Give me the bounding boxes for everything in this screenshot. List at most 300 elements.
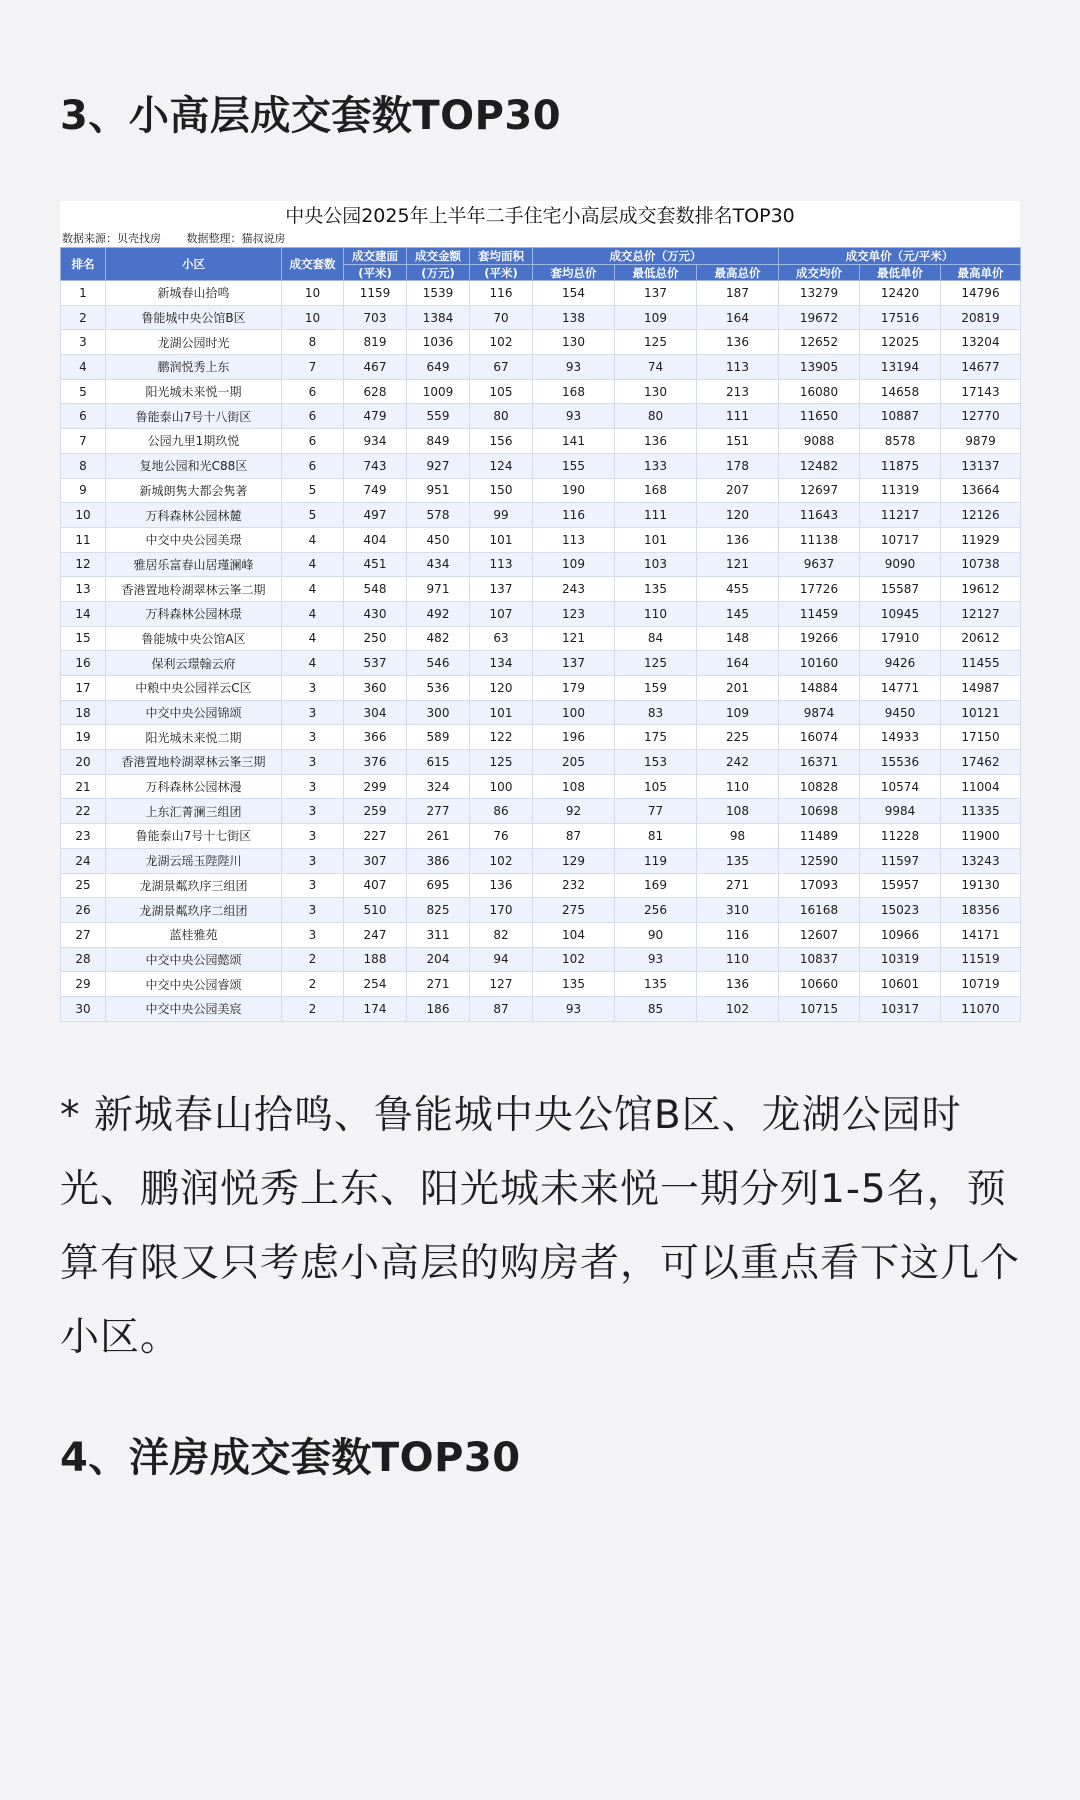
cell-avg-area: 94 [470, 947, 533, 972]
cell-avg-total: 232 [533, 873, 615, 898]
cell-max-total: 201 [697, 676, 779, 701]
cell-min-unit: 15957 [860, 873, 941, 898]
cell-community: 鲁能泰山7号十七街区 [106, 824, 282, 849]
cell-units: 3 [282, 873, 344, 898]
cell-max-total: 207 [697, 478, 779, 503]
cell-min-unit: 9426 [860, 651, 941, 676]
cell-min-total: 84 [615, 626, 697, 651]
table-row [61, 873, 1021, 898]
cell-units: 2 [282, 996, 344, 1021]
cell-units: 3 [282, 750, 344, 775]
cell-amount: 589 [407, 725, 470, 750]
cell-area: 304 [344, 700, 407, 725]
cell-area: 250 [344, 626, 407, 651]
cell-avg-total: 205 [533, 750, 615, 775]
cell-avg-area: 134 [470, 651, 533, 676]
cell-max-total: 121 [697, 552, 779, 577]
cell-min-total: 135 [615, 577, 697, 602]
cell-min-total: 111 [615, 503, 697, 528]
cell-community: 公园九里1期玖悦 [106, 429, 282, 454]
cell-avg-unit: 12607 [779, 922, 860, 947]
header-area-unit: (平米) [344, 265, 407, 281]
cell-units: 4 [282, 601, 344, 626]
cell-amount: 450 [407, 527, 470, 552]
header-min-total: 最低总价 [615, 265, 697, 281]
cell-amount: 971 [407, 577, 470, 602]
table-row [61, 898, 1021, 923]
cell-avg-area: 127 [470, 972, 533, 997]
cell-rank: 1 [61, 281, 106, 306]
cell-rank: 20 [61, 750, 106, 775]
cell-min-unit: 15587 [860, 577, 941, 602]
cell-avg-total: 121 [533, 626, 615, 651]
cell-units: 3 [282, 922, 344, 947]
cell-community: 香港置地柃湖翠林云峯三期 [106, 750, 282, 775]
cell-max-total: 187 [697, 281, 779, 306]
cell-min-total: 130 [615, 379, 697, 404]
cell-min-total: 169 [615, 873, 697, 898]
cell-avg-unit: 11650 [779, 404, 860, 429]
cell-area: 174 [344, 996, 407, 1021]
table-row [61, 478, 1021, 503]
cell-max-unit: 11519 [941, 947, 1021, 972]
table-row [61, 577, 1021, 602]
cell-max-unit: 11900 [941, 824, 1021, 849]
cell-units: 10 [282, 305, 344, 330]
cell-avg-area: 107 [470, 601, 533, 626]
ranking-table-image [60, 201, 1020, 1021]
cell-avg-area: 122 [470, 725, 533, 750]
cell-units: 4 [282, 527, 344, 552]
table-row [61, 527, 1021, 552]
cell-avg-unit: 16168 [779, 898, 860, 923]
cell-max-total: 213 [697, 379, 779, 404]
cell-min-unit: 10717 [860, 527, 941, 552]
cell-amount: 559 [407, 404, 470, 429]
cell-area: 259 [344, 799, 407, 824]
cell-min-total: 119 [615, 848, 697, 873]
cell-amount: 849 [407, 429, 470, 454]
cell-amount: 261 [407, 824, 470, 849]
cell-amount: 546 [407, 651, 470, 676]
header-max-unit: 最高单价 [941, 265, 1021, 281]
cell-min-total: 125 [615, 651, 697, 676]
cell-avg-area: 101 [470, 700, 533, 725]
cell-units: 6 [282, 379, 344, 404]
cell-min-unit: 14771 [860, 676, 941, 701]
cell-min-total: 175 [615, 725, 697, 750]
cell-max-unit: 11070 [941, 996, 1021, 1021]
cell-min-total: 133 [615, 453, 697, 478]
cell-amount: 482 [407, 626, 470, 651]
cell-avg-unit: 11489 [779, 824, 860, 849]
table-row [61, 626, 1021, 651]
cell-avg-total: 100 [533, 700, 615, 725]
table-row [61, 725, 1021, 750]
cell-units: 2 [282, 972, 344, 997]
cell-max-total: 225 [697, 725, 779, 750]
header-amount-unit: (万元) [407, 265, 470, 281]
header-avg-total: 套均总价 [533, 265, 615, 281]
cell-avg-total: 243 [533, 577, 615, 602]
table-row [61, 799, 1021, 824]
table-row [61, 676, 1021, 701]
cell-area: 497 [344, 503, 407, 528]
cell-min-total: 256 [615, 898, 697, 923]
cell-avg-unit: 14884 [779, 676, 860, 701]
cell-max-unit: 13204 [941, 330, 1021, 355]
cell-rank: 11 [61, 527, 106, 552]
cell-min-unit: 11319 [860, 478, 941, 503]
table-row [61, 996, 1021, 1021]
cell-community: 万科森林公园林璟 [106, 601, 282, 626]
cell-rank: 8 [61, 453, 106, 478]
cell-units: 4 [282, 626, 344, 651]
cell-community: 鲁能城中央公馆B区 [106, 305, 282, 330]
cell-min-total: 109 [615, 305, 697, 330]
cell-area: 404 [344, 527, 407, 552]
cell-avg-area: 137 [470, 577, 533, 602]
cell-max-total: 271 [697, 873, 779, 898]
cell-rank: 23 [61, 824, 106, 849]
cell-amount: 951 [407, 478, 470, 503]
cell-amount: 434 [407, 552, 470, 577]
cell-max-total: 108 [697, 799, 779, 824]
cell-max-unit: 11004 [941, 774, 1021, 799]
cell-community: 上东汇菁澜三组团 [106, 799, 282, 824]
cell-min-total: 80 [615, 404, 697, 429]
cell-amount: 204 [407, 947, 470, 972]
cell-avg-area: 120 [470, 676, 533, 701]
cell-rank: 17 [61, 676, 106, 701]
header-min-unit: 最低单价 [860, 265, 941, 281]
cell-max-total: 113 [697, 355, 779, 380]
cell-community: 新城春山拾鸣 [106, 281, 282, 306]
cell-min-total: 135 [615, 972, 697, 997]
cell-amount: 324 [407, 774, 470, 799]
cell-avg-total: 190 [533, 478, 615, 503]
cell-community: 香港置地柃湖翠林云峯二期 [106, 577, 282, 602]
cell-amount: 1036 [407, 330, 470, 355]
cell-area: 703 [344, 305, 407, 330]
cell-max-total: 164 [697, 651, 779, 676]
cell-max-unit: 11335 [941, 799, 1021, 824]
cell-area: 254 [344, 972, 407, 997]
table-row [61, 552, 1021, 577]
cell-max-total: 178 [697, 453, 779, 478]
cell-max-unit: 17143 [941, 379, 1021, 404]
cell-amount: 492 [407, 601, 470, 626]
cell-units: 3 [282, 774, 344, 799]
header-amount: 成交金额 [407, 248, 470, 265]
cell-max-total: 102 [697, 996, 779, 1021]
cell-avg-unit: 16371 [779, 750, 860, 775]
cell-min-unit: 11597 [860, 848, 941, 873]
cell-avg-area: 67 [470, 355, 533, 380]
cell-rank: 7 [61, 429, 106, 454]
cell-avg-total: 168 [533, 379, 615, 404]
cell-rank: 9 [61, 478, 106, 503]
header-area: 成交建面 [344, 248, 407, 265]
cell-community: 龙湖景粼玖序三组团 [106, 873, 282, 898]
cell-area: 376 [344, 750, 407, 775]
cell-community: 阳光城未来悦二期 [106, 725, 282, 750]
cell-max-unit: 12126 [941, 503, 1021, 528]
cell-amount: 536 [407, 676, 470, 701]
cell-amount: 311 [407, 922, 470, 947]
cell-rank: 30 [61, 996, 106, 1021]
cell-avg-unit: 10660 [779, 972, 860, 997]
cell-max-total: 136 [697, 330, 779, 355]
section-heading-4: 4、洋房成交套数TOP30 [60, 1435, 521, 1481]
cell-avg-area: 101 [470, 527, 533, 552]
cell-area: 548 [344, 577, 407, 602]
cell-avg-total: 141 [533, 429, 615, 454]
cell-rank: 5 [61, 379, 106, 404]
cell-avg-total: 123 [533, 601, 615, 626]
cell-avg-unit: 12697 [779, 478, 860, 503]
cell-avg-total: 108 [533, 774, 615, 799]
cell-min-unit: 15023 [860, 898, 941, 923]
cell-max-unit: 9879 [941, 429, 1021, 454]
cell-max-unit: 10121 [941, 700, 1021, 725]
cell-avg-unit: 12482 [779, 453, 860, 478]
cell-units: 5 [282, 503, 344, 528]
cell-min-total: 85 [615, 996, 697, 1021]
cell-avg-area: 102 [470, 330, 533, 355]
cell-rank: 12 [61, 552, 106, 577]
cell-rank: 21 [61, 774, 106, 799]
cell-max-total: 110 [697, 774, 779, 799]
cell-min-total: 93 [615, 947, 697, 972]
cell-min-total: 137 [615, 281, 697, 306]
cell-min-total: 153 [615, 750, 697, 775]
cell-min-total: 74 [615, 355, 697, 380]
cell-max-unit: 10738 [941, 552, 1021, 577]
cell-max-total: 135 [697, 848, 779, 873]
header-max-total: 最高总价 [697, 265, 779, 281]
cell-avg-total: 138 [533, 305, 615, 330]
cell-community: 中交中央公园锦颂 [106, 700, 282, 725]
cell-units: 4 [282, 577, 344, 602]
cell-min-unit: 10317 [860, 996, 941, 1021]
cell-min-unit: 14658 [860, 379, 941, 404]
cell-avg-unit: 16080 [779, 379, 860, 404]
cell-max-unit: 14171 [941, 922, 1021, 947]
cell-avg-unit: 9088 [779, 429, 860, 454]
cell-area: 366 [344, 725, 407, 750]
cell-area: 819 [344, 330, 407, 355]
cell-rank: 10 [61, 503, 106, 528]
cell-rank: 16 [61, 651, 106, 676]
cell-min-unit: 10945 [860, 601, 941, 626]
cell-avg-area: 100 [470, 774, 533, 799]
cell-units: 4 [282, 552, 344, 577]
cell-community: 中交中央公园美璟 [106, 527, 282, 552]
cell-max-unit: 13664 [941, 478, 1021, 503]
cell-rank: 6 [61, 404, 106, 429]
cell-min-unit: 17910 [860, 626, 941, 651]
cell-avg-total: 116 [533, 503, 615, 528]
cell-avg-total: 87 [533, 824, 615, 849]
header-total-group: 成交总价（万元） [533, 248, 779, 265]
cell-max-unit: 18356 [941, 898, 1021, 923]
cell-min-total: 77 [615, 799, 697, 824]
section-heading-3: 3、小高层成交套数TOP30 [60, 93, 562, 139]
data-compiler: 数据整理：猫叔说房 [186, 232, 286, 245]
table-row [61, 429, 1021, 454]
cell-avg-unit: 19672 [779, 305, 860, 330]
cell-min-unit: 10319 [860, 947, 941, 972]
cell-area: 247 [344, 922, 407, 947]
table-row [61, 355, 1021, 380]
header-avg-area: 套均面积 [470, 248, 533, 265]
cell-min-total: 90 [615, 922, 697, 947]
cell-avg-total: 93 [533, 355, 615, 380]
cell-units: 3 [282, 824, 344, 849]
cell-avg-area: 125 [470, 750, 533, 775]
table-row [61, 774, 1021, 799]
cell-avg-area: 82 [470, 922, 533, 947]
cell-amount: 1539 [407, 281, 470, 306]
cell-avg-unit: 12590 [779, 848, 860, 873]
cell-community: 雅居乐富春山居瑾澜峰 [106, 552, 282, 577]
header-avg-area-unit: (平米) [470, 265, 533, 281]
cell-min-total: 101 [615, 527, 697, 552]
cell-max-total: 136 [697, 972, 779, 997]
cell-amount: 1384 [407, 305, 470, 330]
cell-max-unit: 12770 [941, 404, 1021, 429]
table-meta [60, 231, 1020, 247]
cell-avg-area: 70 [470, 305, 533, 330]
cell-avg-area: 86 [470, 799, 533, 824]
cell-units: 3 [282, 725, 344, 750]
cell-min-unit: 8578 [860, 429, 941, 454]
cell-avg-unit: 12652 [779, 330, 860, 355]
cell-max-total: 98 [697, 824, 779, 849]
cell-avg-unit: 13279 [779, 281, 860, 306]
cell-units: 3 [282, 898, 344, 923]
table-title: 中央公园2025年上半年二手住宅小高层成交套数排名TOP30 [285, 205, 795, 227]
cell-rank: 13 [61, 577, 106, 602]
cell-avg-area: 76 [470, 824, 533, 849]
cell-avg-total: 196 [533, 725, 615, 750]
cell-area: 227 [344, 824, 407, 849]
header-rank: 排名 [61, 248, 106, 281]
cell-rank: 22 [61, 799, 106, 824]
cell-avg-total: 93 [533, 404, 615, 429]
cell-rank: 29 [61, 972, 106, 997]
cell-rank: 18 [61, 700, 106, 725]
cell-max-unit: 13243 [941, 848, 1021, 873]
cell-community: 中交中央公园懿颂 [106, 947, 282, 972]
cell-community: 鲁能泰山7号十八街区 [106, 404, 282, 429]
cell-max-unit: 10719 [941, 972, 1021, 997]
cell-avg-total: 275 [533, 898, 615, 923]
table-row [61, 453, 1021, 478]
cell-min-unit: 14933 [860, 725, 941, 750]
cell-max-total: 242 [697, 750, 779, 775]
cell-community: 龙湖云瑶玉陛陛川 [106, 848, 282, 873]
cell-avg-unit: 10715 [779, 996, 860, 1021]
cell-max-unit: 11455 [941, 651, 1021, 676]
cell-max-total: 148 [697, 626, 779, 651]
cell-rank: 25 [61, 873, 106, 898]
cell-amount: 386 [407, 848, 470, 873]
cell-max-total: 164 [697, 305, 779, 330]
table-row [61, 503, 1021, 528]
cell-units: 6 [282, 429, 344, 454]
cell-avg-unit: 11138 [779, 527, 860, 552]
cell-max-unit: 13137 [941, 453, 1021, 478]
cell-avg-total: 113 [533, 527, 615, 552]
cell-min-unit: 11217 [860, 503, 941, 528]
table-row [61, 305, 1021, 330]
cell-avg-unit: 9874 [779, 700, 860, 725]
cell-min-unit: 12420 [860, 281, 941, 306]
cell-avg-unit: 10828 [779, 774, 860, 799]
cell-community: 万科森林公园林漫 [106, 774, 282, 799]
cell-rank: 27 [61, 922, 106, 947]
cell-max-total: 145 [697, 601, 779, 626]
cell-avg-total: 102 [533, 947, 615, 972]
cell-units: 3 [282, 848, 344, 873]
cell-amount: 825 [407, 898, 470, 923]
cell-min-unit: 9984 [860, 799, 941, 824]
cell-community: 万科森林公园林麓 [106, 503, 282, 528]
cell-max-total: 136 [697, 527, 779, 552]
cell-rank: 4 [61, 355, 106, 380]
cell-max-total: 310 [697, 898, 779, 923]
cell-min-total: 159 [615, 676, 697, 701]
cell-area: 1159 [344, 281, 407, 306]
cell-rank: 24 [61, 848, 106, 873]
cell-avg-area: 170 [470, 898, 533, 923]
cell-min-total: 83 [615, 700, 697, 725]
cell-area: 743 [344, 453, 407, 478]
cell-avg-total: 137 [533, 651, 615, 676]
cell-community: 新城朗隽大都会隽著 [106, 478, 282, 503]
cell-area: 407 [344, 873, 407, 898]
table-row [61, 281, 1021, 306]
cell-min-unit: 17516 [860, 305, 941, 330]
cell-avg-total: 135 [533, 972, 615, 997]
cell-units: 5 [282, 478, 344, 503]
cell-units: 2 [282, 947, 344, 972]
cell-rank: 26 [61, 898, 106, 923]
cell-community: 中交中央公园睿颂 [106, 972, 282, 997]
cell-units: 10 [282, 281, 344, 306]
cell-community: 中粮中央公园祥云C区 [106, 676, 282, 701]
cell-rank: 28 [61, 947, 106, 972]
cell-amount: 300 [407, 700, 470, 725]
cell-max-total: 116 [697, 922, 779, 947]
cell-units: 3 [282, 700, 344, 725]
cell-min-unit: 15536 [860, 750, 941, 775]
cell-min-total: 110 [615, 601, 697, 626]
cell-units: 3 [282, 799, 344, 824]
cell-avg-area: 99 [470, 503, 533, 528]
cell-max-total: 455 [697, 577, 779, 602]
cell-max-total: 111 [697, 404, 779, 429]
cell-min-total: 81 [615, 824, 697, 849]
cell-avg-unit: 13905 [779, 355, 860, 380]
cell-max-total: 120 [697, 503, 779, 528]
cell-community: 龙湖公园时光 [106, 330, 282, 355]
cell-avg-area: 156 [470, 429, 533, 454]
cell-area: 537 [344, 651, 407, 676]
cell-max-total: 110 [697, 947, 779, 972]
